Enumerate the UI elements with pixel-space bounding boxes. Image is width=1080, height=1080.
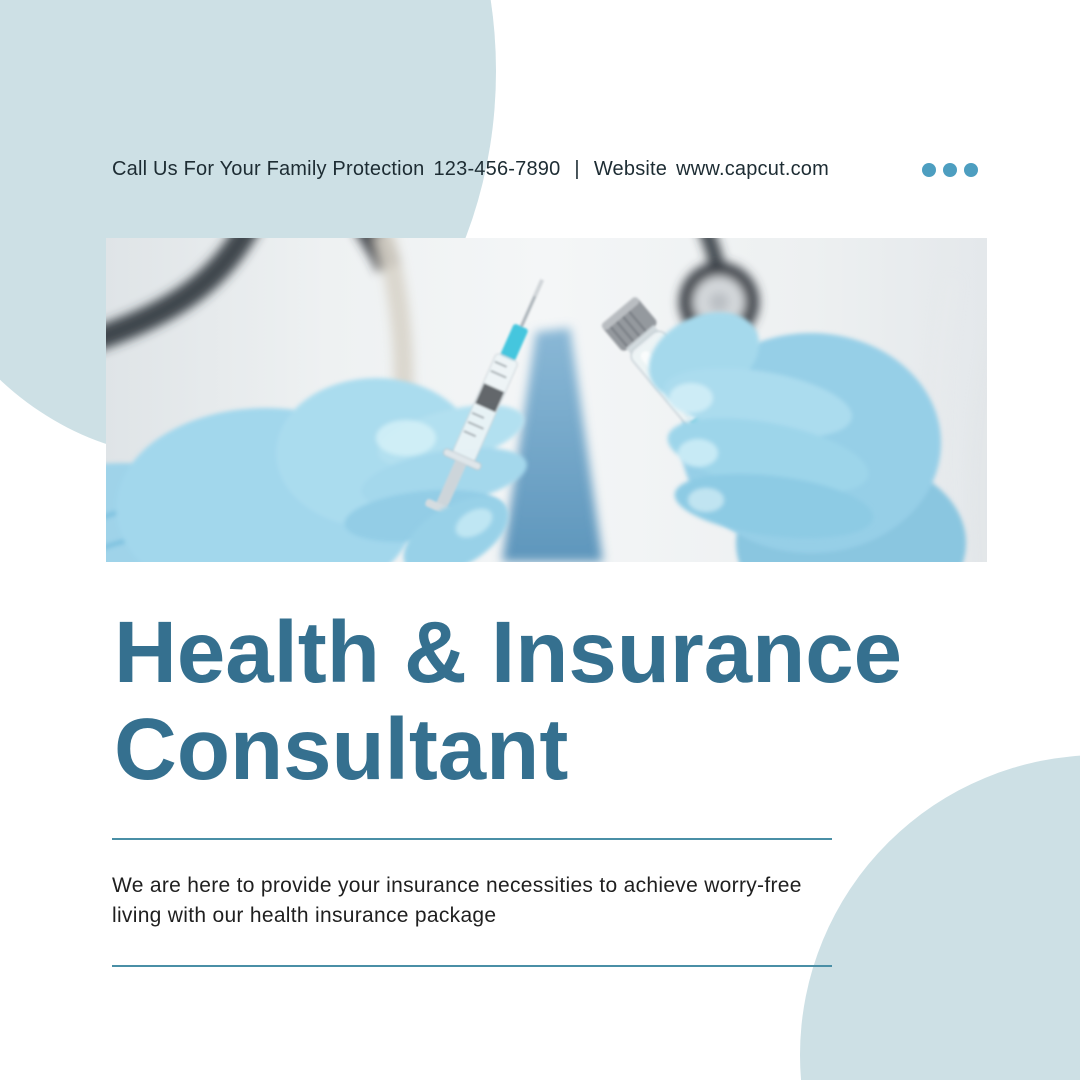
call-text: Call Us For Your Family Protection	[112, 157, 425, 180]
separator: |	[574, 157, 580, 180]
contact-header	[112, 148, 829, 190]
title-line-2: Consultant	[114, 701, 569, 798]
dot-icon	[943, 163, 957, 177]
dot-icon	[922, 163, 936, 177]
website-label: Website	[593, 157, 668, 180]
dot-icon	[964, 163, 978, 177]
phone-number: 123-456-7890	[433, 157, 561, 180]
description-text: We are here to provide your insurance necessities to achieve worry-free living with our health insurance package	[112, 874, 802, 927]
bottom-right-circle-decoration	[800, 755, 1080, 1080]
website-url: www.capcut.com	[676, 157, 829, 180]
divider-bottom	[112, 965, 832, 967]
doctor-hands-photo	[106, 238, 987, 562]
page-title	[114, 604, 974, 798]
dots-decoration	[922, 163, 978, 177]
divider-top	[112, 838, 832, 840]
hero-photo	[106, 238, 987, 562]
title-line-1: Health & Insurance	[114, 604, 903, 701]
